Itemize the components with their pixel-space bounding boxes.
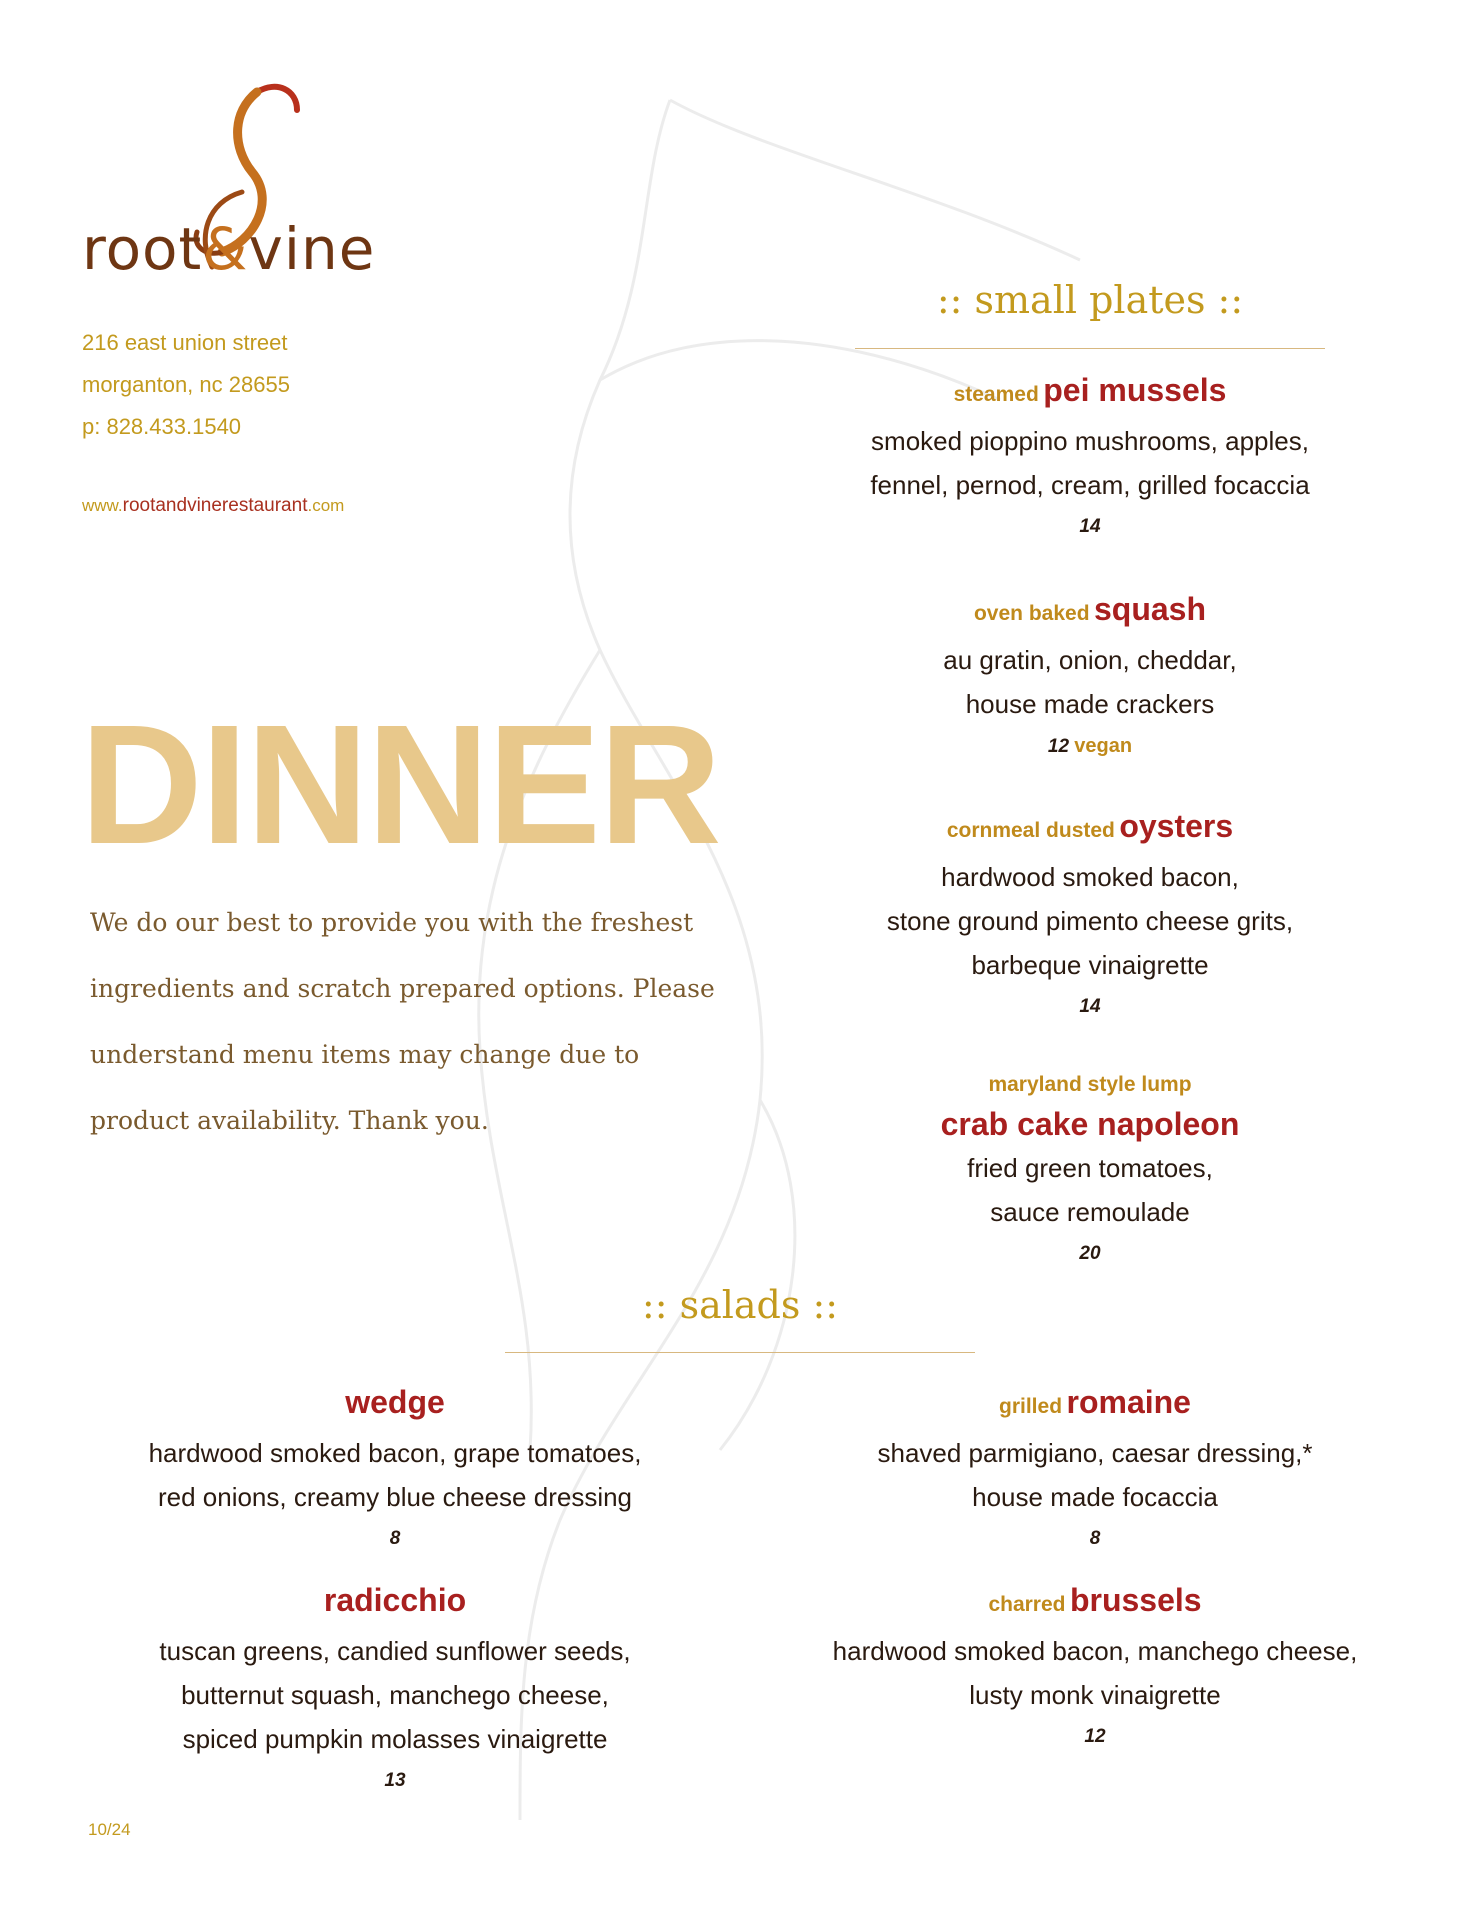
menu-item-squash — [800, 587, 1380, 767]
item-name: romaine — [1066, 1384, 1191, 1420]
item-description: sauce remoulade — [990, 1197, 1190, 1227]
item-description: tuscan greens, candied sunflower seeds, — [159, 1636, 631, 1666]
website-link[interactable] — [82, 495, 344, 517]
item-description: au gratin, onion, cheddar, — [943, 645, 1237, 675]
logo-ampersand: & — [202, 215, 249, 283]
item-description: red onions, creamy blue cheese dressing — [157, 1482, 633, 1512]
item-name: radicchio — [323, 1582, 467, 1618]
item-description: lusty monk vinaigrette — [969, 1680, 1221, 1710]
item-price: 20 — [1079, 1243, 1101, 1264]
website-prefix: www. — [82, 496, 123, 515]
vegan-tag: vegan — [1074, 735, 1133, 757]
item-prefix: grilled — [999, 1395, 1063, 1418]
item-description: fried green tomatoes, — [967, 1153, 1213, 1183]
item-price: 12 — [1084, 1726, 1106, 1747]
item-name: wedge — [345, 1384, 445, 1420]
item-name: crab cake napoleon — [940, 1106, 1240, 1142]
item-description: hardwood smoked bacon, — [941, 862, 1239, 892]
item-description: stone ground pimento cheese grits, — [886, 906, 1294, 936]
freshness-notice: We do our best to provide you with the freshest ingredients and scratch prepared options. Please understand menu items may change due to product availability. Thank you. — [90, 908, 715, 1135]
item-description: house made crackers — [965, 689, 1215, 719]
menu-item-brussels — [790, 1578, 1400, 1757]
item-price: 12 — [1047, 736, 1070, 757]
small-plates-divider — [855, 348, 1325, 349]
salads-title: :: salads :: — [641, 1283, 839, 1327]
logo-word-root: root — [82, 215, 203, 283]
dinner-title: DINNER — [80, 690, 720, 880]
item-prefix: steamed — [953, 383, 1039, 406]
item-price: 8 — [389, 1528, 401, 1549]
item-price: 14 — [1079, 996, 1101, 1017]
menu-item-crab-cake — [800, 1068, 1380, 1274]
item-description: house made focaccia — [972, 1482, 1218, 1512]
item-prefix: charred — [988, 1593, 1066, 1616]
menu-item-romaine — [790, 1380, 1400, 1559]
phone-number[interactable]: p: 828.433.1540 — [82, 414, 242, 439]
item-prefix: oven baked — [973, 602, 1090, 625]
address-street: 216 east union street — [82, 330, 288, 355]
small-plates-title: :: small plates :: — [936, 278, 1244, 322]
address-block — [82, 322, 290, 448]
item-name: brussels — [1069, 1582, 1202, 1618]
address-city: morganton, nc 28655 — [82, 372, 290, 397]
website-suffix: .com — [307, 496, 345, 515]
item-description: smoked pioppino mushrooms, apples, — [871, 426, 1309, 456]
item-prefix: maryland style lump — [988, 1073, 1192, 1096]
logo-word-vine: vine — [248, 215, 376, 283]
item-prefix: cornmeal dusted — [946, 819, 1115, 842]
menu-item-wedge — [90, 1380, 700, 1559]
item-name: oysters — [1119, 808, 1234, 844]
item-price: 13 — [384, 1770, 406, 1791]
menu-date: 10/24 — [88, 1820, 131, 1839]
item-description: shaved parmigiano, caesar dressing,* — [877, 1438, 1313, 1468]
item-description: butternut squash, manchego cheese, — [181, 1680, 609, 1710]
item-description: fennel, pernod, cream, grilled focaccia — [870, 470, 1310, 500]
item-name: pei mussels — [1043, 372, 1227, 408]
item-price: 14 — [1079, 516, 1101, 537]
menu-item-radicchio — [90, 1578, 700, 1801]
item-description: hardwood smoked bacon, manchego cheese, — [832, 1636, 1358, 1666]
website-domain: rootandvinerestaurant — [122, 495, 308, 516]
menu-item-oysters — [800, 804, 1380, 1027]
item-price: 8 — [1089, 1528, 1101, 1549]
item-description: hardwood smoked bacon, grape tomatoes, — [148, 1438, 642, 1468]
item-name: squash — [1093, 591, 1207, 627]
item-description: barbeque vinaigrette — [971, 950, 1209, 980]
logo-wordmark — [82, 215, 375, 283]
item-description: spiced pumpkin molasses vinaigrette — [182, 1724, 608, 1754]
salads-divider — [505, 1352, 975, 1353]
menu-item-pei-mussels — [800, 368, 1380, 547]
